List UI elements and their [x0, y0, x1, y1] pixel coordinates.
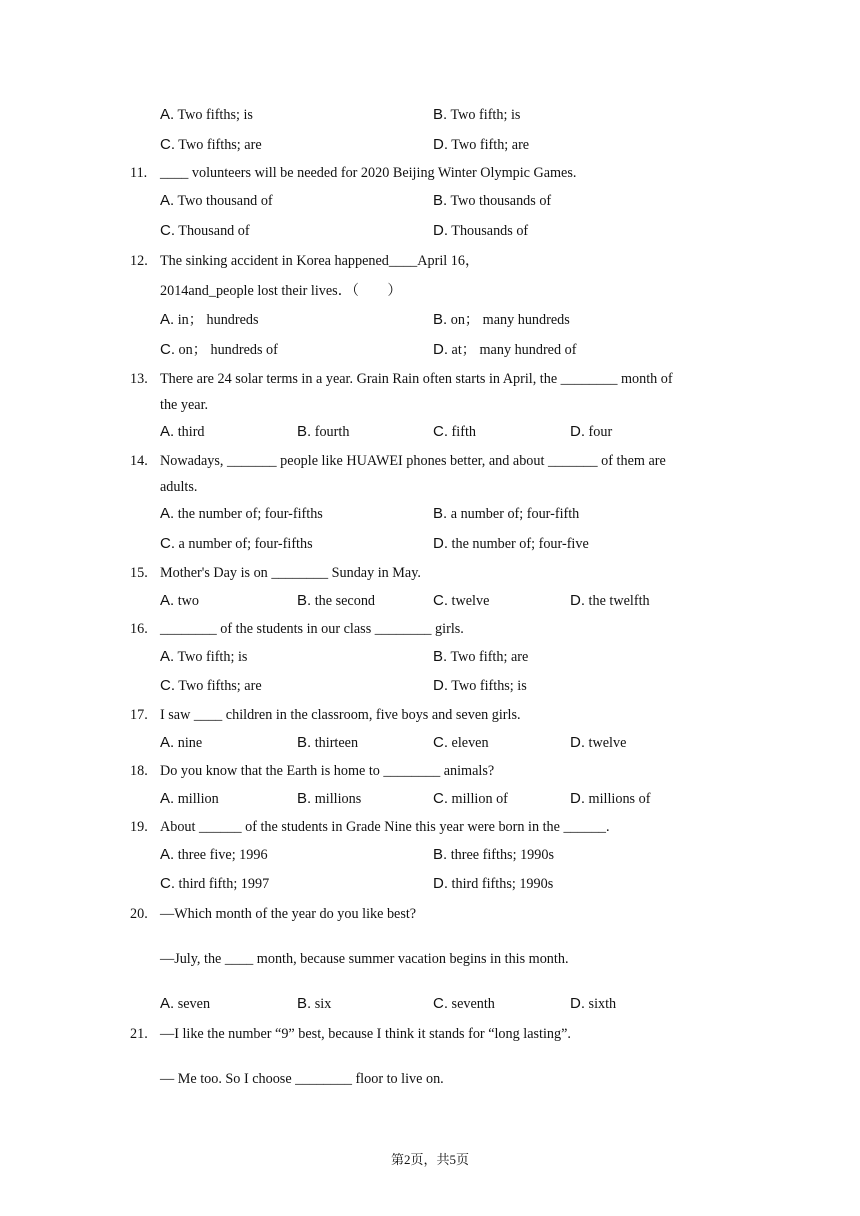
option-d: D. Two fifths; is	[433, 677, 527, 694]
option-d: D. Two fifth; are	[433, 136, 530, 153]
option-d: D. at； many hundred of	[433, 341, 577, 358]
question-stem: Do you know that the Earth is home to ________ animals?	[160, 763, 495, 779]
option-b: B. fourth	[297, 423, 350, 440]
option-b: B. thirteen	[297, 734, 359, 751]
question-number: 15.	[130, 565, 148, 581]
option-b: B. Two fifth; are	[433, 648, 529, 665]
option-d: D. twelve	[570, 734, 627, 751]
option-c: C. on； hundreds of	[160, 341, 278, 358]
option-a: A. the number of; four-fifths	[160, 505, 323, 522]
option-a: A. nine	[160, 734, 203, 751]
option-b: B. Two fifth; is	[433, 106, 521, 123]
option-d: D. sixth	[570, 995, 617, 1012]
option-b: B. three fifths; 1990s	[433, 846, 554, 863]
question-stem-continued: adults.	[160, 479, 198, 495]
option-d: D. the number of; four-five	[433, 535, 589, 552]
question-number: 19.	[130, 819, 148, 835]
option-b: B. six	[297, 995, 332, 1012]
option-a: A. seven	[160, 995, 211, 1012]
page-footer: 第2页，共5页	[390, 1152, 469, 1167]
option-b: B. on； many hundreds	[433, 311, 570, 328]
question-stem-continued: — Me too. So I choose ________ floor to live on.	[160, 1071, 444, 1087]
option-a: A. Two thousand of	[160, 192, 273, 209]
option-a: A. million	[160, 790, 219, 807]
option-a: A. third	[160, 423, 205, 440]
question-number: 11.	[130, 165, 148, 181]
option-d: D. four	[570, 423, 613, 440]
question-number: 12.	[130, 253, 148, 269]
option-c: C. seventh	[433, 995, 495, 1012]
option-a: A. three five; 1996	[160, 846, 268, 863]
option-c: C. third fifth; 1997	[160, 875, 270, 892]
question-stem: Nowadays, _______ people like HUAWEI phones better, and about _______ of them are	[160, 453, 666, 469]
option-d: D. millions of	[570, 790, 651, 807]
question-stem-continued: 2014and_people lost their lives．（ ）	[160, 283, 402, 299]
question-number: 20.	[130, 906, 148, 922]
question-number: 17.	[130, 707, 148, 723]
option-b: B. a number of; four-fifth	[433, 505, 580, 522]
question-stem: I saw ____ children in the classroom, five boys and seven girls.	[160, 707, 521, 723]
question-stem: ____ volunteers will be needed for 2020 Beijing Winter Olympic Games.	[160, 165, 577, 181]
question-number: 21.	[130, 1026, 148, 1042]
question-stem: There are 24 solar terms in a year. Grain Rain often starts in April, the ________ month of	[160, 371, 673, 387]
question-number: 18.	[130, 763, 148, 779]
option-b: B. Two thousands of	[433, 192, 552, 209]
option-c: C. million of	[433, 790, 508, 807]
option-c: C. twelve	[433, 592, 490, 609]
option-d: D. Thousands of	[433, 222, 529, 239]
question-stem: The sinking accident in Korea happened____April 16，	[160, 253, 480, 269]
question-number: 14.	[130, 453, 148, 469]
question-stem: About ______ of the students in Grade Nine this year were born in the ______.	[160, 819, 610, 835]
option-d: D. third fifths; 1990s	[433, 875, 554, 892]
question-number: 13.	[130, 371, 148, 387]
option-c: C. Thousand of	[160, 222, 250, 239]
option-c: C. Two fifths; are	[160, 677, 262, 694]
option-a: A. in； hundreds	[160, 311, 259, 328]
option-c: C. Two fifths; are	[160, 136, 262, 153]
option-c: C. eleven	[433, 734, 489, 751]
option-d: D. the twelfth	[570, 592, 650, 609]
option-a: A. Two fifth; is	[160, 648, 248, 665]
question-stem-continued: —July, the ____ month, because summer vacation begins in this month.	[160, 951, 569, 967]
question-number: 16.	[130, 621, 148, 637]
question-stem-continued: the year.	[160, 397, 209, 413]
option-b: B. the second	[297, 592, 376, 609]
option-a: A. Two fifths; is	[160, 106, 253, 123]
option-c: C. a number of; four-fifths	[160, 535, 313, 552]
question-stem: Mother's Day is on ________ Sunday in May.	[160, 565, 421, 581]
question-stem: —I like the number “9” best, because I think it stands for “long lasting”.	[160, 1026, 571, 1042]
option-b: B. millions	[297, 790, 362, 807]
option-a: A. two	[160, 592, 200, 609]
option-c: C. fifth	[433, 423, 476, 440]
question-stem: ________ of the students in our class ________ girls.	[160, 621, 464, 637]
question-stem: —Which month of the year do you like best?	[160, 906, 417, 922]
